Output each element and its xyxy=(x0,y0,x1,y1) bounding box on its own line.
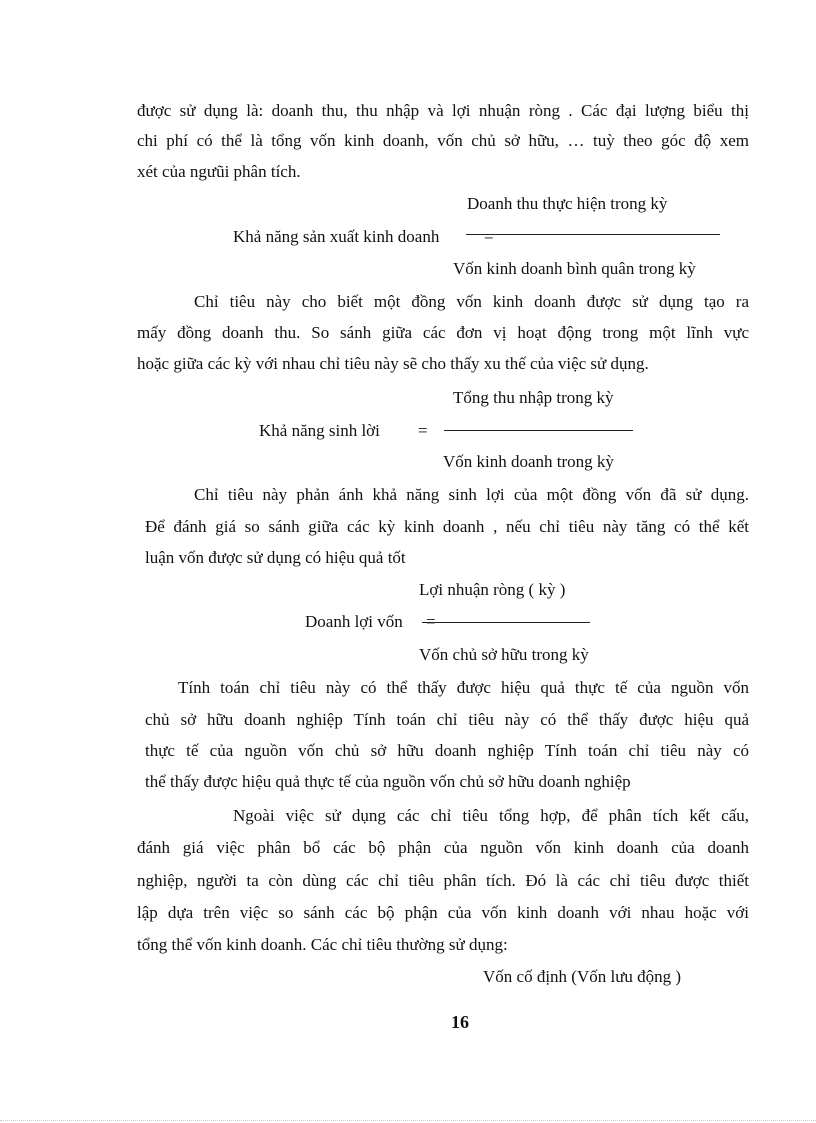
paragraph-line: chi phí có thể là tổng vốn kinh doanh, vốn chủ sở hữu, … tuỳ theo góc độ xem xyxy=(137,131,749,150)
paragraph-line: tổng thể vốn kinh doanh. Các chỉ tiêu thường sử dụng: xyxy=(137,935,508,954)
paragraph-line: chủ sở hữu doanh nghiệp Tính toán chỉ tiêu này có thể thấy được hiệu quả xyxy=(145,710,749,729)
paragraph-line: Tính toán chỉ tiêu này có thể thấy được hiệu quả thực tế của nguồn vốn xyxy=(178,678,749,697)
formula-denominator: Vốn kinh doanh trong kỳ xyxy=(443,452,614,471)
paragraph-line: xét của ngưũi phân tích. xyxy=(137,162,301,181)
paragraph-line: hoặc giữa các kỳ với nhau chỉ tiêu này sẽ cho thấy xu thế của việc sử dụng. xyxy=(137,354,649,373)
fraction-bar xyxy=(444,430,633,431)
formula-equals: = xyxy=(484,227,494,246)
paragraph-line: thể thấy được hiệu quả thực tế của nguồn vốn chủ sở hữu doanh nghiệp xyxy=(145,772,631,791)
paragraph-line: nghiệp, người ta còn dùng các chỉ tiêu phân tích. Đó là các chỉ tiêu được thiết xyxy=(137,871,749,890)
paragraph-line: Chỉ tiêu này phản ánh khả năng sinh lợi của một đồng vốn đã sử dụng. xyxy=(194,485,749,504)
paragraph-line: Để đánh giá so sánh giữa các kỳ kinh doanh , nếu chỉ tiêu này tăng có thể kết xyxy=(145,517,749,536)
page-bottom-divider xyxy=(0,1120,816,1121)
formula-equals: = xyxy=(418,421,428,440)
formula-denominator: Vốn kinh doanh bình quân trong kỳ xyxy=(453,259,696,278)
page-number: 16 xyxy=(451,1012,469,1032)
paragraph-line: thực tế của nguồn vốn chủ sở hữu doanh nghiệp Tính toán chỉ tiêu này có xyxy=(145,741,749,760)
formula-label: Doanh lợi vốn xyxy=(305,612,403,631)
paragraph-line: mấy đồng doanh thu. So sánh giữa các đơn vị hoạt động trong một lĩnh vực xyxy=(137,323,749,342)
paragraph-line: Chỉ tiêu này cho biết một đồng vốn kinh doanh được sử dụng tạo ra xyxy=(194,292,749,311)
formula-label: Khả năng sinh lời xyxy=(259,421,380,440)
paragraph-line: luận vốn được sử dụng có hiệu quả tốt xyxy=(145,548,406,567)
paragraph-line: Ngoài việc sử dụng các chỉ tiêu tổng hợp, để phân tích kết cấu, xyxy=(233,806,749,825)
formula-numerator: Tổng thu nhập trong kỳ xyxy=(453,388,614,407)
formula-equals: = xyxy=(426,612,436,631)
formula-label: Khả năng sản xuất kinh doanh xyxy=(233,227,440,246)
fraction-bar xyxy=(422,622,590,623)
paragraph-line: đánh giá việc phân bổ các bộ phận của nguồn vốn kinh doanh của doanh xyxy=(137,838,749,857)
fraction-bar xyxy=(466,234,720,235)
paragraph-line: lập dựa trên việc so sánh các bộ phận của vốn kinh doanh với nhau hoặc với xyxy=(137,903,749,922)
formula-numerator: Doanh thu thực hiện trong kỳ xyxy=(467,194,668,213)
paragraph-line: được sử dụng là: doanh thu, thu nhập và lợi nhuận ròng . Các đại lượng biểu thị xyxy=(137,101,749,120)
formula-numerator: Lợi nhuận ròng ( kỳ ) xyxy=(419,580,566,599)
formula-denominator: Vốn chủ sở hữu trong kỳ xyxy=(419,645,589,664)
formula-numerator: Vốn cố định (Vốn lưu động ) xyxy=(483,967,682,986)
